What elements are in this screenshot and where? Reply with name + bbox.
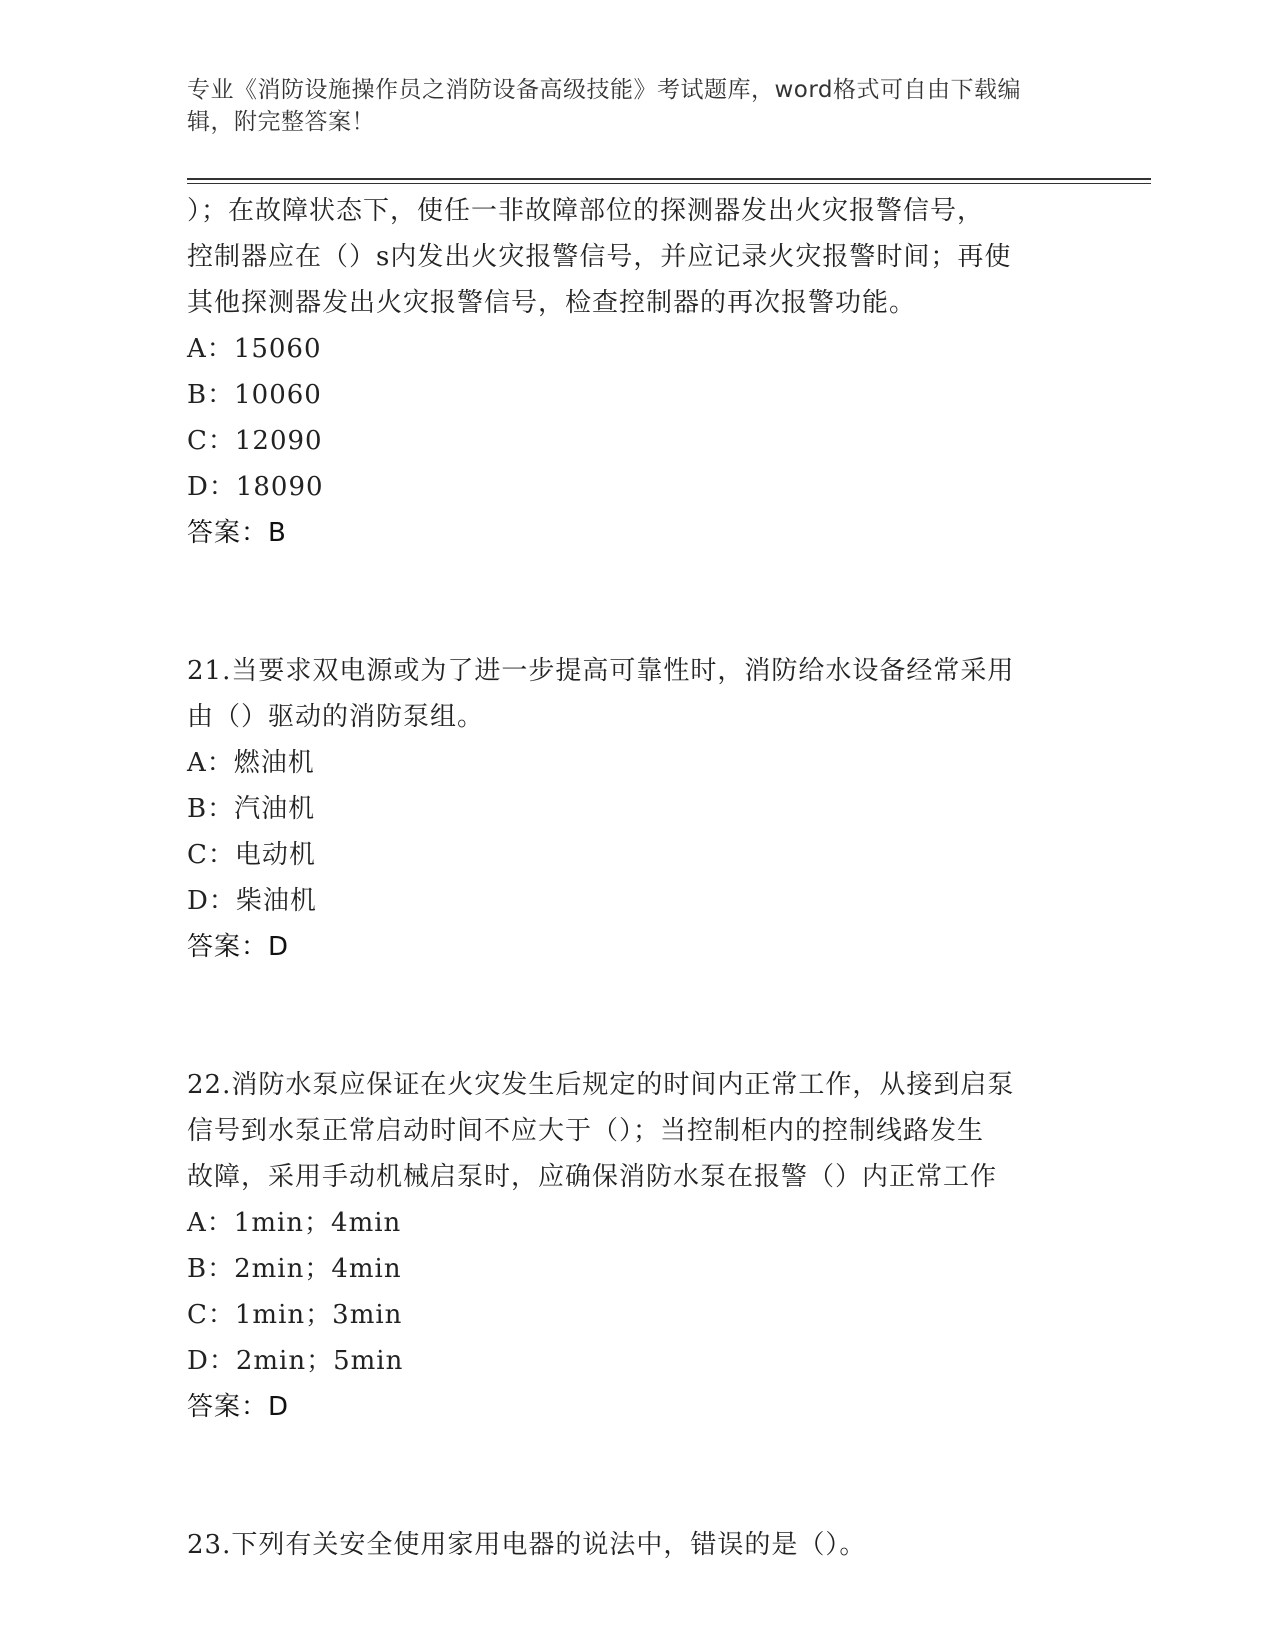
header-divider-thick (187, 178, 1151, 180)
option-c: C：电动机 (187, 840, 316, 870)
question-content (187, 188, 1087, 1568)
question-block-21 (187, 648, 1087, 970)
header-line-2: 辑，附完整答案！ (187, 109, 375, 135)
question-text-line: 由（）驱动的消防泵组。 (187, 702, 485, 732)
option-d: D：18090 (187, 472, 324, 502)
question-block-continued (187, 188, 1087, 556)
header-line-1: 专业《消防设施操作员之消防设备高级技能》考试题库，word格式可自由下载编 (187, 77, 1022, 103)
option-c: C：1min；3min (187, 1300, 403, 1330)
question-block-23 (187, 1522, 1087, 1568)
option-a: A：燃油机 (187, 748, 315, 778)
question-spacer (187, 1430, 1087, 1522)
document-header (187, 74, 1067, 138)
option-a: A：1min；4min (187, 1208, 402, 1238)
question-text-line: ）；在故障状态下，使任一非故障部位的探测器发出火灾报警信号， (187, 196, 985, 226)
answer-line: 答案：D (187, 1392, 290, 1422)
header-divider-thin (187, 183, 1151, 184)
question-text-line: 23.下列有关安全使用家用电器的说法中，错误的是（）。 (187, 1530, 867, 1560)
question-text-line: 21.当要求双电源或为了进一步提高可靠性时，消防给水设备经常采用 (187, 656, 1015, 686)
question-text-line: 信号到水泵正常启动时间不应大于（）；当控制柜内的控制线路发生 (187, 1116, 985, 1146)
option-d: D：2min；5min (187, 1346, 404, 1376)
option-b: B：10060 (187, 380, 322, 410)
question-text-line: 控制器应在（）s内发出火灾报警信号，并应记录火灾报警时间；再使 (187, 242, 1012, 272)
option-b: B：汽油机 (187, 794, 316, 824)
question-text-line: 22.消防水泵应保证在火灾发生后规定的时间内正常工作，从接到启泵 (187, 1070, 1015, 1100)
answer-line: 答案：B (187, 518, 287, 548)
question-text-line: 其他探测器发出火灾报警信号，检查控制器的再次报警功能。 (187, 288, 917, 318)
option-b: B：2min；4min (187, 1254, 402, 1284)
question-block-22 (187, 1062, 1087, 1430)
question-spacer (187, 970, 1087, 1062)
option-c: C：12090 (187, 426, 323, 456)
option-d: D：柴油机 (187, 886, 317, 916)
option-a: A：15060 (187, 334, 322, 364)
question-text-line: 故障，采用手动机械启泵时，应确保消防水泵在报警（）内正常工作 (187, 1162, 998, 1192)
answer-line: 答案：D (187, 932, 290, 962)
question-spacer (187, 556, 1087, 648)
